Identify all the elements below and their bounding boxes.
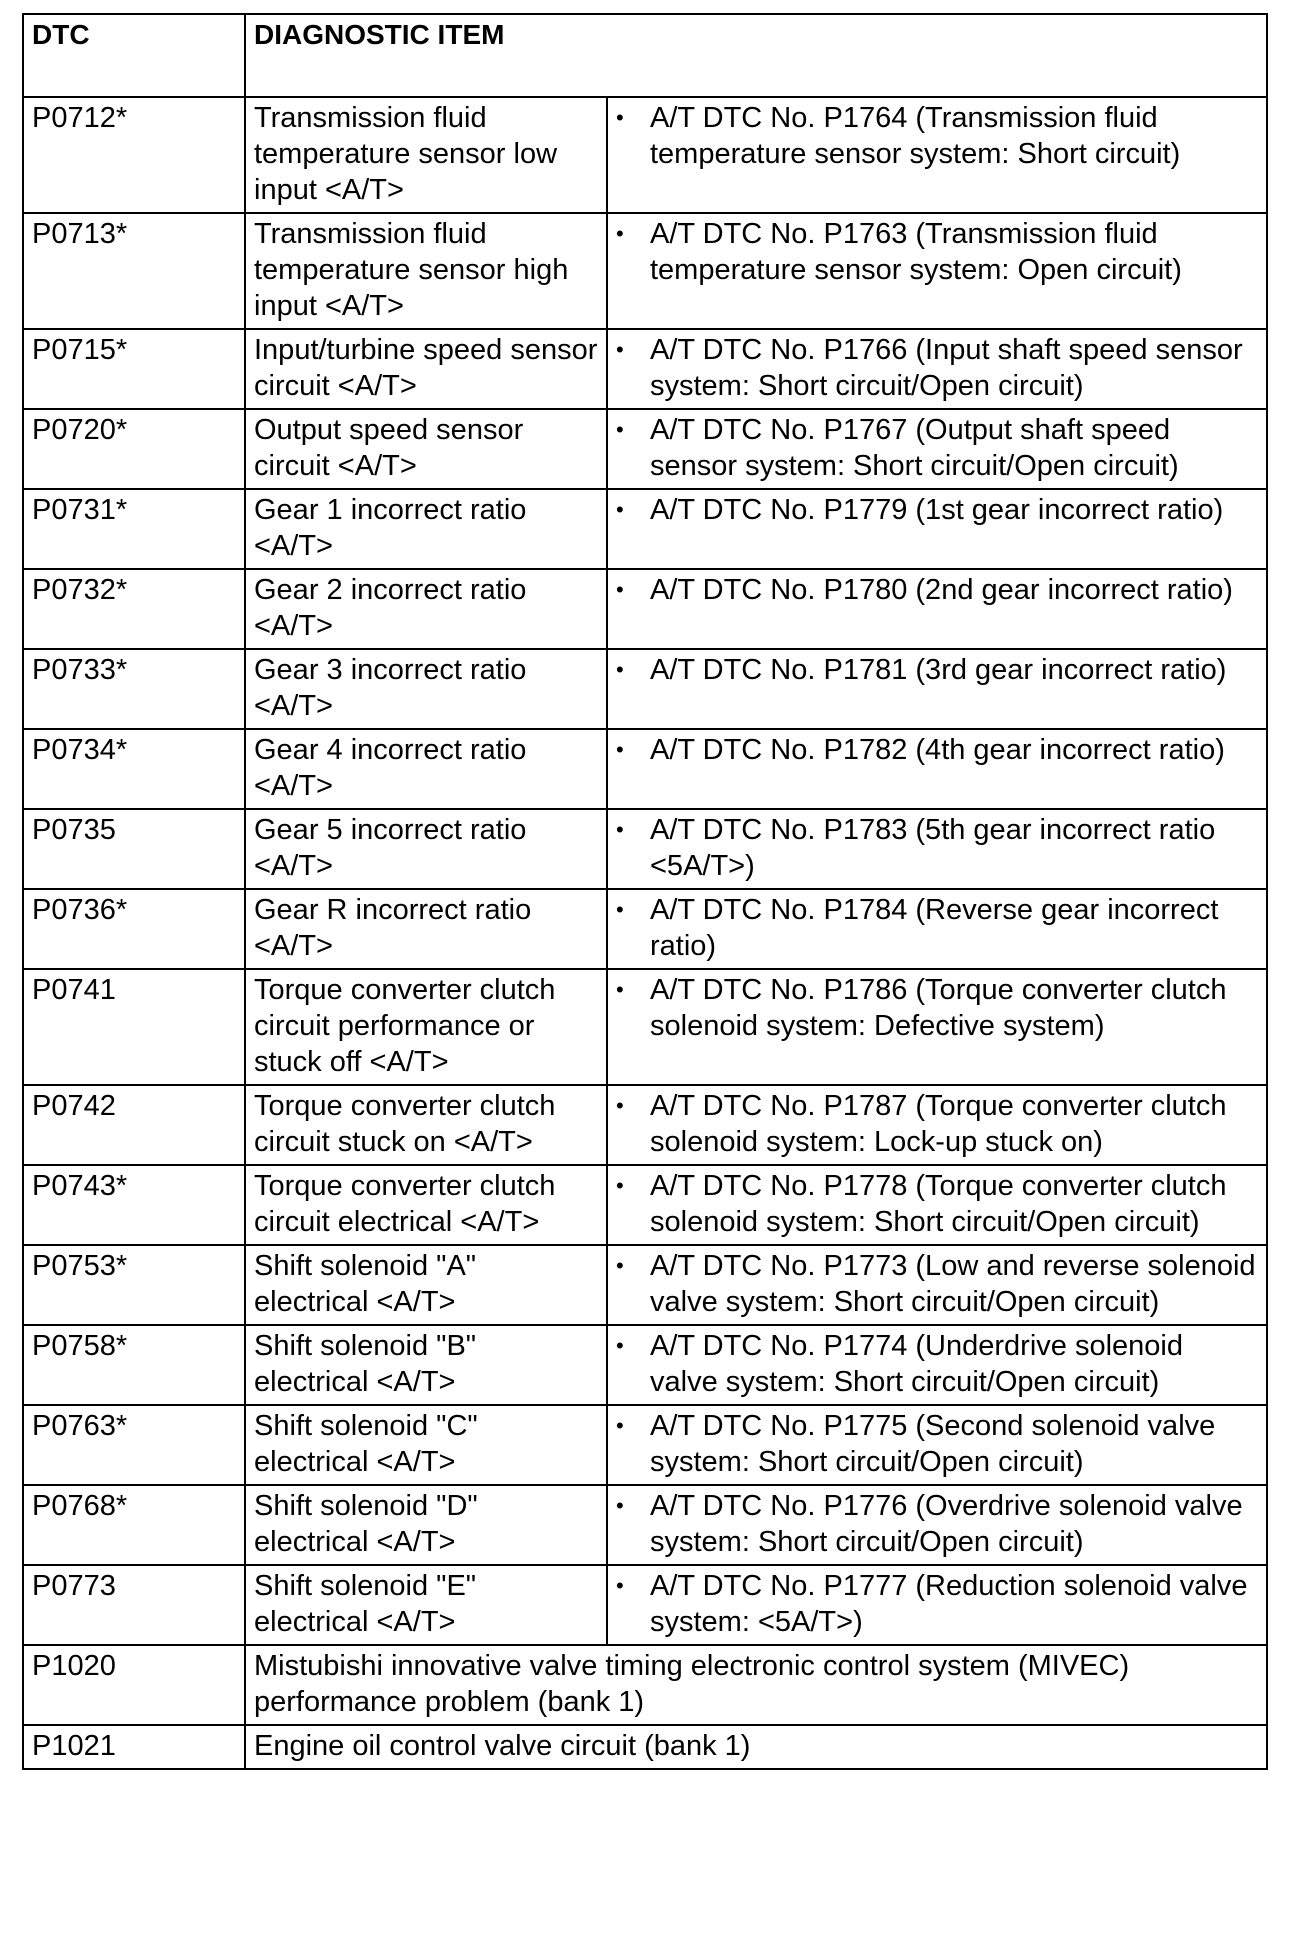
at-dtc-detail: A/T DTC No. P1777 (Reduction solenoid valve system: <5A/T>) xyxy=(650,1570,1248,1638)
dtc-code: P0763* xyxy=(23,1405,245,1485)
at-dtc-detail: A/T DTC No. P1787 (Torque converter clutch solenoid system: Lock-up stuck on) xyxy=(650,1090,1227,1158)
bullet-list-item xyxy=(616,1328,1258,1400)
dtc-code: P0735 xyxy=(23,809,245,889)
table-row xyxy=(23,649,1267,729)
at-dtc-detail: A/T DTC No. P1781 (3rd gear incorrect ratio) xyxy=(650,654,1227,686)
table-row xyxy=(23,1325,1267,1405)
at-dtc-detail: A/T DTC No. P1776 (Overdrive solenoid valve system: Short circuit/Open circuit) xyxy=(650,1490,1243,1558)
dtc-code: P1020 xyxy=(23,1645,245,1725)
diagnostic-item: Torque converter clutch circuit electrical <A/T> xyxy=(245,1165,607,1245)
at-dtc-detail-cell xyxy=(607,1165,1267,1245)
at-dtc-detail: A/T DTC No. P1774 (Underdrive solenoid valve system: Short circuit/Open circuit) xyxy=(650,1330,1183,1398)
table-row xyxy=(23,329,1267,409)
table-header-row xyxy=(23,14,1267,97)
bullet-icon: • xyxy=(616,657,624,682)
dtc-code: P0742 xyxy=(23,1085,245,1165)
bullet-list-item xyxy=(616,892,1258,964)
bullet-list-item xyxy=(616,100,1258,172)
table-row xyxy=(23,1165,1267,1245)
dtc-code: P0732* xyxy=(23,569,245,649)
table-row xyxy=(23,489,1267,569)
dtc-code: P0741 xyxy=(23,969,245,1085)
at-dtc-detail-cell xyxy=(607,1325,1267,1405)
diagnostic-item: Shift solenoid "D" electrical <A/T> xyxy=(245,1485,607,1565)
at-dtc-detail: A/T DTC No. P1764 (Transmission fluid temperature sensor system: Short circuit) xyxy=(650,102,1181,170)
at-dtc-detail: A/T DTC No. P1766 (Input shaft speed sensor system: Short circuit/Open circuit) xyxy=(650,334,1243,402)
bullet-list-item xyxy=(616,1088,1258,1160)
table-row xyxy=(23,409,1267,489)
diagnostic-item: Shift solenoid "E" electrical <A/T> xyxy=(245,1565,607,1645)
bullet-list-item xyxy=(616,812,1258,884)
dtc-code: P0712* xyxy=(23,97,245,213)
table-row xyxy=(23,1725,1267,1769)
bullet-list-item xyxy=(616,572,1258,608)
at-dtc-detail-cell xyxy=(607,969,1267,1085)
dtc-code: P0773 xyxy=(23,1565,245,1645)
dtc-code: P0736* xyxy=(23,889,245,969)
at-dtc-detail-cell xyxy=(607,569,1267,649)
at-dtc-detail: A/T DTC No. P1786 (Torque converter clutch solenoid system: Defective system) xyxy=(650,974,1227,1042)
at-dtc-detail-cell xyxy=(607,649,1267,729)
table-body xyxy=(23,97,1267,1769)
diagnostic-item: Engine oil control valve circuit (bank 1) xyxy=(245,1725,1267,1769)
dtc-code: P0734* xyxy=(23,729,245,809)
at-dtc-detail-cell xyxy=(607,1485,1267,1565)
bullet-list-item xyxy=(616,732,1258,768)
at-dtc-detail: A/T DTC No. P1784 (Reverse gear incorrect ratio) xyxy=(650,894,1219,962)
bullet-list-item xyxy=(616,1488,1258,1560)
table-row xyxy=(23,1085,1267,1165)
bullet-icon: • xyxy=(616,1093,624,1118)
bullet-list-item xyxy=(616,412,1258,484)
bullet-icon: • xyxy=(616,737,624,762)
at-dtc-detail-cell xyxy=(607,409,1267,489)
bullet-list-item xyxy=(616,332,1258,404)
dtc-code: P0768* xyxy=(23,1485,245,1565)
bullet-list-item xyxy=(616,652,1258,688)
diagnostic-item: Shift solenoid "A" electrical <A/T> xyxy=(245,1245,607,1325)
dtc-code: P0753* xyxy=(23,1245,245,1325)
at-dtc-detail-cell xyxy=(607,213,1267,329)
table-row xyxy=(23,969,1267,1085)
table-row xyxy=(23,1645,1267,1725)
bullet-list-item xyxy=(616,1168,1258,1240)
header-diagnostic-item: DIAGNOSTIC ITEM xyxy=(245,14,1267,97)
table-row xyxy=(23,1485,1267,1565)
bullet-icon: • xyxy=(616,1413,624,1438)
bullet-list-item xyxy=(616,972,1258,1044)
at-dtc-detail-cell xyxy=(607,489,1267,569)
dtc-code: P0731* xyxy=(23,489,245,569)
bullet-icon: • xyxy=(616,105,624,130)
at-dtc-detail: A/T DTC No. P1782 (4th gear incorrect ratio) xyxy=(650,734,1225,766)
at-dtc-detail: A/T DTC No. P1783 (5th gear incorrect ratio <5A/T>) xyxy=(650,814,1216,882)
bullet-list-item xyxy=(616,216,1258,288)
at-dtc-detail-cell xyxy=(607,97,1267,213)
dtc-code: P0743* xyxy=(23,1165,245,1245)
header-dtc: DTC xyxy=(23,14,245,97)
bullet-icon: • xyxy=(616,897,624,922)
table-row xyxy=(23,569,1267,649)
bullet-icon: • xyxy=(616,977,624,1002)
table-row xyxy=(23,729,1267,809)
bullet-icon: • xyxy=(616,1253,624,1278)
diagnostic-item: Gear 5 incorrect ratio <A/T> xyxy=(245,809,607,889)
diagnostic-item: Gear R incorrect ratio <A/T> xyxy=(245,889,607,969)
diagnostic-item: Input/turbine speed sensor circuit <A/T> xyxy=(245,329,607,409)
diagnostic-item: Gear 1 incorrect ratio <A/T> xyxy=(245,489,607,569)
bullet-icon: • xyxy=(616,577,624,602)
table-row xyxy=(23,1405,1267,1485)
bullet-list-item xyxy=(616,492,1258,528)
diagnostic-item: Torque converter clutch circuit performance or stuck off <A/T> xyxy=(245,969,607,1085)
at-dtc-detail-cell xyxy=(607,329,1267,409)
at-dtc-detail: A/T DTC No. P1775 (Second solenoid valve system: Short circuit/Open circuit) xyxy=(650,1410,1216,1478)
at-dtc-detail: A/T DTC No. P1780 (2nd gear incorrect ratio) xyxy=(650,574,1233,606)
table-row xyxy=(23,213,1267,329)
at-dtc-detail: A/T DTC No. P1763 (Transmission fluid temperature sensor system: Open circuit) xyxy=(650,218,1182,286)
table-row xyxy=(23,809,1267,889)
bullet-list-item xyxy=(616,1248,1258,1320)
table-row xyxy=(23,1245,1267,1325)
bullet-icon: • xyxy=(616,337,624,362)
at-dtc-detail: A/T DTC No. P1767 (Output shaft speed sensor system: Short circuit/Open circuit) xyxy=(650,414,1179,482)
at-dtc-detail-cell xyxy=(607,809,1267,889)
at-dtc-detail: A/T DTC No. P1773 (Low and reverse solenoid valve system: Short circuit/Open circuit) xyxy=(650,1250,1256,1318)
dtc-code: P1021 xyxy=(23,1725,245,1769)
diagnostic-item: Transmission fluid temperature sensor high input <A/T> xyxy=(245,213,607,329)
dtc-table xyxy=(22,13,1268,1770)
at-dtc-detail-cell xyxy=(607,1405,1267,1485)
dtc-code: P0713* xyxy=(23,213,245,329)
diagnostic-item: Mistubishi innovative valve timing electronic control system (MIVEC) performance problem (bank 1) xyxy=(245,1645,1267,1725)
at-dtc-detail-cell xyxy=(607,889,1267,969)
bullet-icon: • xyxy=(616,221,624,246)
bullet-icon: • xyxy=(616,1573,624,1598)
diagnostic-item: Gear 4 incorrect ratio <A/T> xyxy=(245,729,607,809)
at-dtc-detail-cell xyxy=(607,1085,1267,1165)
dtc-code: P0758* xyxy=(23,1325,245,1405)
diagnostic-item: Torque converter clutch circuit stuck on <A/T> xyxy=(245,1085,607,1165)
at-dtc-detail-cell xyxy=(607,1245,1267,1325)
bullet-icon: • xyxy=(616,417,624,442)
bullet-list-item xyxy=(616,1568,1258,1640)
bullet-icon: • xyxy=(616,1173,624,1198)
diagnostic-item: Shift solenoid "C" electrical <A/T> xyxy=(245,1405,607,1485)
diagnostic-item: Output speed sensor circuit <A/T> xyxy=(245,409,607,489)
diagnostic-item: Gear 3 incorrect ratio <A/T> xyxy=(245,649,607,729)
diagnostic-item: Shift solenoid "B" electrical <A/T> xyxy=(245,1325,607,1405)
bullet-icon: • xyxy=(616,1333,624,1358)
at-dtc-detail-cell xyxy=(607,729,1267,809)
bullet-icon: • xyxy=(616,1493,624,1518)
dtc-code: P0720* xyxy=(23,409,245,489)
at-dtc-detail: A/T DTC No. P1778 (Torque converter clutch solenoid system: Short circuit/Open circuit) xyxy=(650,1170,1227,1238)
table-row xyxy=(23,889,1267,969)
dtc-code: P0733* xyxy=(23,649,245,729)
table-row xyxy=(23,1565,1267,1645)
diagnostic-item: Gear 2 incorrect ratio <A/T> xyxy=(245,569,607,649)
at-dtc-detail-cell xyxy=(607,1565,1267,1645)
table-row xyxy=(23,97,1267,213)
at-dtc-detail: A/T DTC No. P1779 (1st gear incorrect ratio) xyxy=(650,494,1224,526)
dtc-code: P0715* xyxy=(23,329,245,409)
bullet-icon: • xyxy=(616,497,624,522)
bullet-list-item xyxy=(616,1408,1258,1480)
diagnostic-item: Transmission fluid temperature sensor low input <A/T> xyxy=(245,97,607,213)
bullet-icon: • xyxy=(616,817,624,842)
